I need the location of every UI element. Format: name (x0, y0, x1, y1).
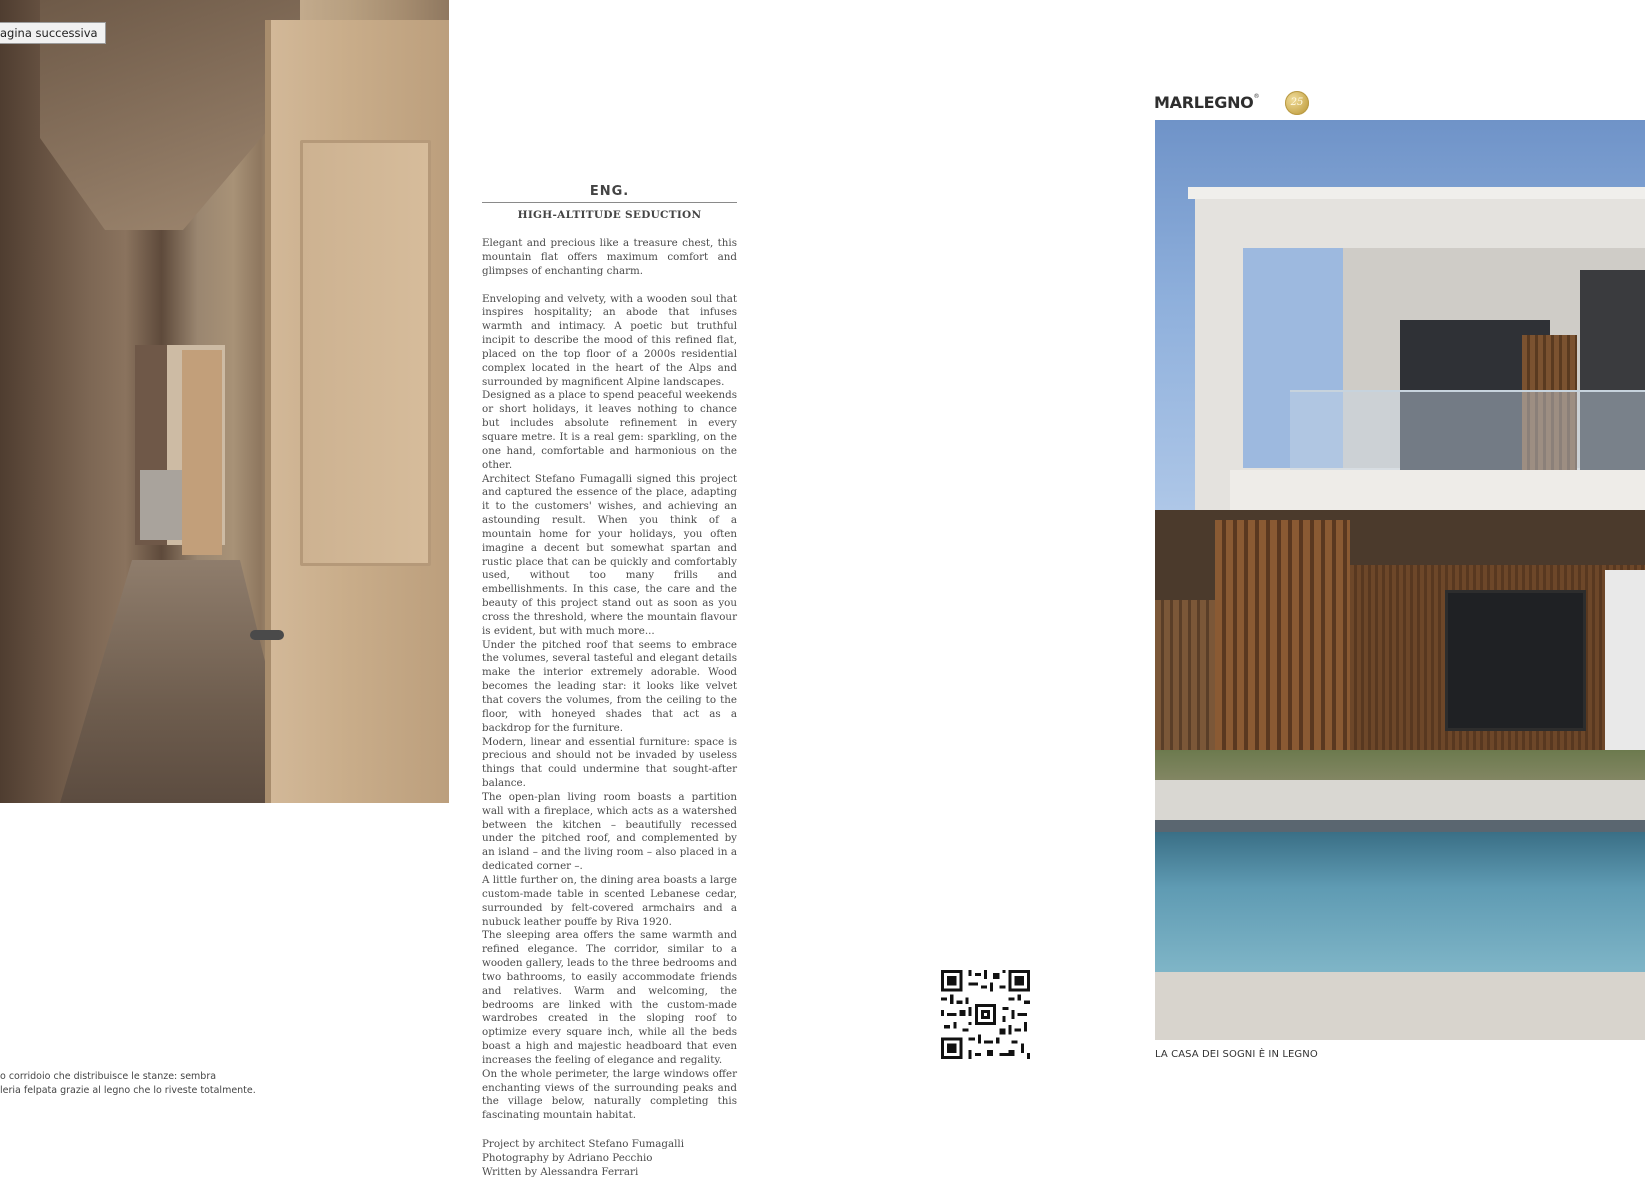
photo-floor (60, 560, 300, 803)
caption-line: leria felpata grazie al legno che lo riveste totalmente. (0, 1085, 256, 1096)
qr-code-icon[interactable] (941, 970, 1030, 1059)
language-label: ENG. (482, 184, 737, 203)
award-badge-icon: 25 (1285, 91, 1309, 115)
photo-lower-window (1445, 590, 1586, 731)
article-paragraph: Under the pitched roof that seems to embrace the volumes, several tasteful and elegant details make the interior extremely adorable. Wood becomes the leading star: it looks like velvet that covers the volumes, from the ceiling to the floor, with honeyed shades that act as a backdrop for the furniture. (482, 638, 737, 734)
brand-name: MARLEGNO (1154, 93, 1254, 112)
article-paragraph: A little further on, the dining area boasts a large custom-made table in scented Lebanese cedar, surrounded by felt-covered armchairs and a nubuck leather pouffe by Riva 1920. (482, 873, 737, 928)
article-paragraph: Modern, linear and essential furniture: space is precious and should not be invaded by useless things that could undermine that sought-after balance. (482, 735, 737, 790)
marlegno-logo (1154, 93, 1259, 112)
next-page-tooltip: agina successiva (0, 22, 106, 44)
credit-line: Photography by Adriano Pecchio (482, 1152, 653, 1165)
photo-open-door (182, 350, 222, 555)
photo-deck (1155, 972, 1645, 1040)
registered-mark: ® (1253, 93, 1260, 100)
credit-line: Project by architect Stefano Fumagalli (482, 1138, 684, 1151)
photo-wood-slats (1215, 520, 1350, 780)
article-title: HIGH-ALTITUDE SEDUCTION (517, 209, 702, 221)
right-photo-caption: LA CASA DEI SOGNI È IN LEGNO (1155, 1049, 1318, 1060)
caption-line: o corridoio che distribuisce le stanze: sembra (0, 1071, 217, 1082)
photo-roof-slab (1188, 187, 1645, 199)
photo-door-handle (250, 630, 284, 640)
photo-door-inset (300, 140, 431, 566)
article-paragraph: On the whole perimeter, the large windows offer enchanting views of the surrounding peaks and the village below, naturally completing this fascinating mountain habitat. (482, 1067, 737, 1122)
left-photo-caption (0, 1070, 300, 1098)
photo-bed (140, 470, 185, 540)
house-photo (1155, 120, 1645, 1040)
corridor-photo (0, 0, 449, 803)
article-paragraph: Elegant and precious like a treasure chest, this mountain flat offers maximum comfort and glimpses of enchanting charm. (482, 237, 737, 277)
photo-pool (1155, 832, 1645, 972)
article-paragraph: Designed as a place to spend peaceful weekends or short holidays, it leaves nothing to chance but includes absolute refinement in every square metre. It is a real gem: sparkling, on the one hand, comfortable and harmonious on the other. (482, 389, 737, 471)
credits (482, 1137, 737, 1179)
article-paragraph: The open-plan living room boasts a partition wall with a fireplace, which acts as a watershed between the kitchen – beautifully recessed under the pitched roof, and complemented by an island – and the living room – also placed in a dedicated corner –. (482, 790, 737, 873)
credit-line: Written by Alessandra Ferrari (482, 1166, 639, 1179)
article-column (482, 184, 737, 1179)
article-paragraph: Architect Stefano Fumagalli signed this project and captured the essence of the place, adapting it to the customers' wishes, and achieving an astounding result. When you think of a mountain home for your holidays, you often imagine a decent but somewhat spartan and rustic place that can be quickly and comfortably used, without too many frills and embellishments. In this case, the care and the beauty of this project stand out as soon as you cross the threshold, where the mountain flavour is evident, but with much more... (482, 472, 737, 637)
photo-gravel (1155, 780, 1645, 820)
photo-glass-railing (1290, 390, 1645, 472)
photo-balcony-slab (1230, 470, 1645, 510)
article-paragraph: The sleeping area offers the same warmth and refined elegance. The corridor, similar to a wooden gallery, leads to the three bedrooms and two bathrooms, to easily accommodate friends and relatives. Warm and welcoming, the bedrooms are linked with the custom-made wardrobes created in the sloping roof to optimize every square inch, while all the beds boast a high and majestic headboard that even increases the feeling of elegance and regality. (482, 929, 737, 1066)
article-paragraph: Enveloping and velvety, with a wooden soul that inspires hospitality; an abode that infuses warmth and intimacy. A poetic but truthful incipit to describe the mood of this refined flat, placed on the top floor of a 2000s residential complex located in the heart of the Alps and surrounded by magnificent Alpine landscapes. (482, 292, 737, 388)
photo-pool-edge (1155, 820, 1645, 832)
photo-white-wall (1605, 570, 1645, 780)
